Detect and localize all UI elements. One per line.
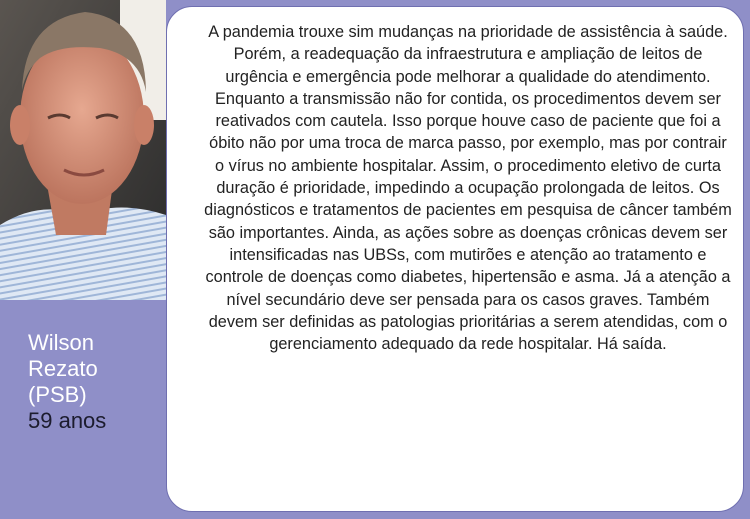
portrait-photo: [0, 0, 166, 300]
name-first: Wilson: [28, 330, 95, 355]
age-label: 59 anos: [28, 408, 107, 433]
name-last: Rezato: [28, 356, 98, 381]
profile-caption: [28, 330, 158, 434]
quote-panel: [166, 6, 744, 512]
party-label: (PSB): [28, 382, 87, 407]
quote-text: A pandemia trouxe sim mudanças na prioridade de assistência à saúde. Porém, a readequação da infraestrutura e ampliação de leitos de urgência e emergência pode melhorar a qualidade do atendimento. Enquanto a transmissão não for contida, os procedimentos devem ser reativados com cautela. Isso porque houve caso de paciente que foi a óbito não por uma troca de marca passo, por exemplo, mas por contrair o vírus no ambiente hospitalar. Assim, o procedimento eletivo de curta duração é prioridade, impedindo a ocupação prolongada de leitos. Os diagnósticos e tratamentos de pacientes em pesquisa de câncer também são importantes. Ainda, as ações sobre as doenças crônicas devem ser intensificadas nas UBSs, com mutirões e atenção ao tratamento e controle de doenças como diabetes, hipertensão e asma. Já a atenção a nível secundário deve ser pensada para os casos graves. Também devem ser definidas as patologias prioritárias a serem atendidas, com o gerenciamento adequado da rede hospitalar. Há saída.: [204, 23, 732, 354]
